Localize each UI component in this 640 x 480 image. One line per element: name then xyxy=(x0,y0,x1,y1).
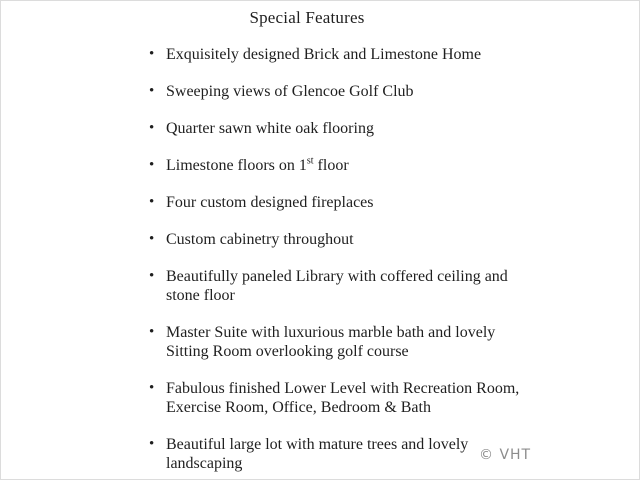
bullet-icon: • xyxy=(149,268,155,284)
page-title: Special Features xyxy=(249,8,365,27)
bullet-icon: • xyxy=(149,436,155,452)
list-item xyxy=(149,267,569,305)
feature-text xyxy=(166,156,569,175)
feature-text: landscaping xyxy=(166,455,243,472)
bullet-icon: • xyxy=(149,46,155,62)
list-item xyxy=(149,119,569,138)
list-item xyxy=(149,82,569,101)
bullet-icon: • xyxy=(149,83,155,99)
feature-text: Fabulous finished Lower Level with Recreation Room, xyxy=(166,380,520,397)
list-item xyxy=(149,323,569,361)
bullet-icon: • xyxy=(149,380,155,396)
feature-text: Sweeping views of Glencoe Golf Club xyxy=(166,83,414,100)
feature-text: Sitting Room overlooking golf course xyxy=(166,343,409,360)
feature-text-suffix: floor xyxy=(313,157,349,174)
list-item xyxy=(149,156,569,175)
feature-text: Exercise Room, Office, Bedroom & Bath xyxy=(166,399,431,416)
list-item xyxy=(149,193,569,212)
feature-text: Beautiful large lot with mature trees and lovely xyxy=(166,436,469,453)
feature-list xyxy=(149,45,569,480)
feature-text: Four custom designed fireplaces xyxy=(166,194,374,211)
bullet-icon: • xyxy=(149,231,155,247)
bullet-icon: • xyxy=(149,194,155,210)
bullet-icon: • xyxy=(149,120,155,136)
feature-text: stone floor xyxy=(166,287,235,304)
feature-text: Master Suite with luxurious marble bath and lovely xyxy=(166,324,496,341)
bullet-icon: • xyxy=(149,324,155,340)
bullet-icon: • xyxy=(149,157,155,173)
vht-watermark: © VHT xyxy=(479,447,532,463)
list-item xyxy=(149,45,569,64)
ordinal-superscript: st xyxy=(306,155,314,167)
feature-text: Exquisitely designed Brick and Limestone Home xyxy=(166,46,482,63)
feature-text: Beautifully paneled Library with coffered ceiling and xyxy=(166,268,508,285)
list-item xyxy=(149,230,569,249)
list-item xyxy=(149,379,569,417)
feature-text-prefix: Limestone floors on 1 xyxy=(166,157,307,174)
feature-text: Quarter sawn white oak flooring xyxy=(166,120,374,137)
feature-text: Custom cabinetry throughout xyxy=(166,231,354,248)
